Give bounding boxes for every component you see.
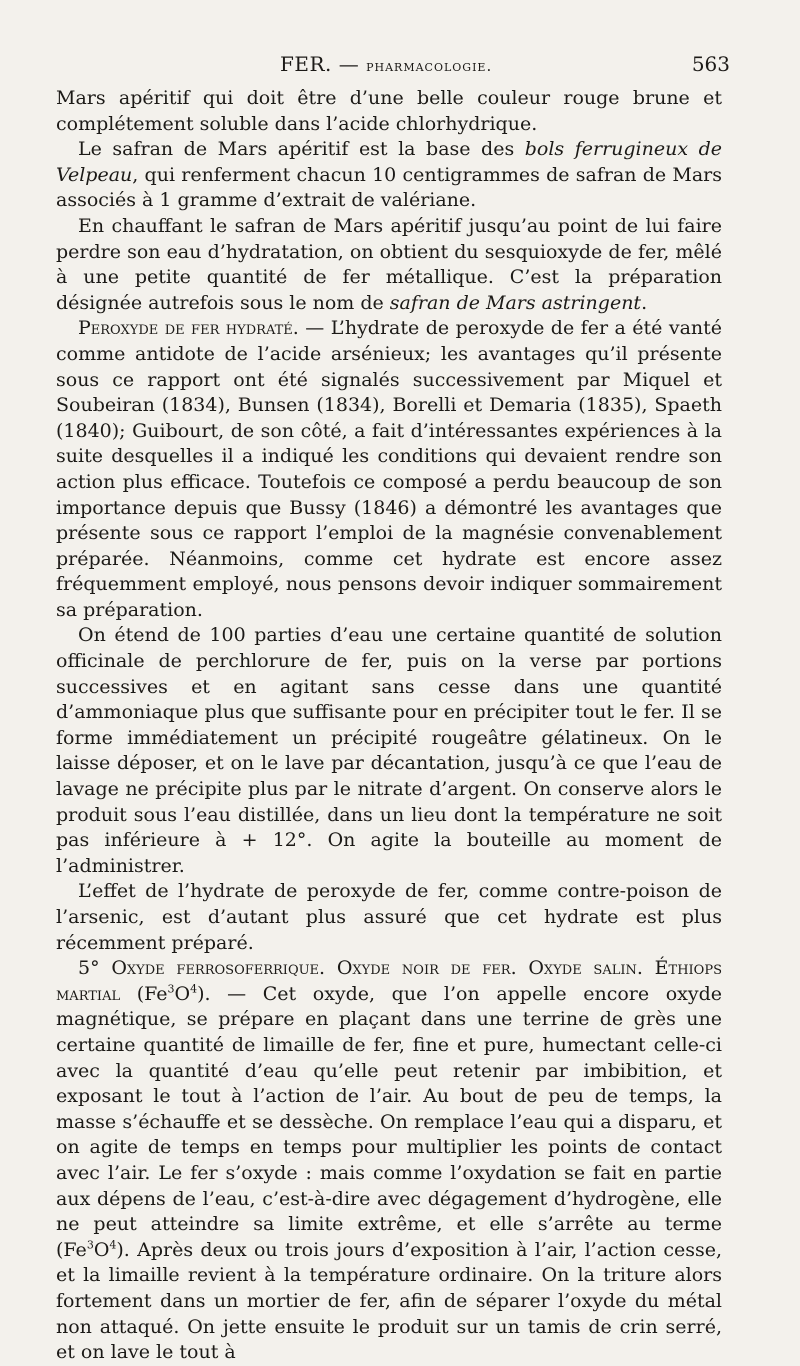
- paragraph-6: [56, 879, 722, 956]
- paragraph-1: [56, 86, 722, 137]
- header-section: pharmacologie.: [366, 57, 493, 75]
- page-number: 563: [691, 52, 730, 76]
- formula-index-1: 3: [167, 982, 175, 996]
- paragraph-1-text: Mars apéritif qui doit être d’une belle couleur rouge brune et complétement soluble dans l’acide chlorhydrique.: [56, 87, 722, 135]
- running-header: [60, 52, 730, 82]
- paragraph-3-text-a: En chauffant le safran de Mars apéritif jusqu’au point de lui faire perdre son eau d’hydratation, on obtient du sesquioxyde de fer, mêlé à une petite quantité de fer métallique. C’est la préparation désignée autrefois sous le nom de: [56, 214, 722, 314]
- section-heading-peroxyde: Peroxyde de fer hydraté.: [78, 317, 299, 340]
- paragraph-4: [56, 316, 722, 623]
- paragraph-2-text-a: Le safran de Mars apéritif est la base des: [78, 138, 525, 161]
- paragraph-3-italic: safran de Mars astringent: [389, 291, 642, 314]
- paragraph-5: [56, 623, 722, 879]
- section-heading-oxyde: Oxyde ferrosoferrique. Oxyde noir de fer. Oxyde salin. Éthiops martial: [56, 957, 722, 1005]
- paragraph-7: [56, 956, 722, 1366]
- paragraph-3: [56, 214, 722, 316]
- formula-mid-1: O: [174, 982, 191, 1005]
- header-title: [280, 52, 492, 76]
- formula-index-4: 4: [109, 1238, 117, 1252]
- formula-mid-2: O: [93, 1238, 110, 1261]
- paragraph-4-text: — L’hydrate de peroxyde de fer a été vanté comme antidote de l’acide arsénieux; les avantages qu’il présente sous ce rapport ont été signalés successivement par Miquel et Soubeiran (1834), Bunsen (1834), Borelli et Demaria (1835), Spaeth (1840); Guibourt, de son côté, a fait d’intéressantes expériences à la suite desquelles il a indiqué les conditions qui devaient rendre son action plus efficace. Toutefois ce composé a perdu beaucoup de son importance depuis que Bussy (1846) a démontré les avantages que présente sous ce rapport l’emploi de la magnésie convenablement préparée. Néanmoins, comme cet hydrate est encore assez fréquemment employé, nous pensons devoir indiquer sommairement sa préparation.: [56, 317, 723, 621]
- paragraph-2: [56, 137, 722, 214]
- page-body: [56, 86, 722, 1366]
- paragraph-6-text: L’effet de l’hydrate de peroxyde de fer, comme contre-poison de l’arsenic, est d’autant plus assuré que cet hydrate est plus récemment préparé.: [56, 880, 722, 954]
- paragraph-2-text-b: , qui renferment chacun 10 centigrammes de safran de Mars associés à 1 gramme d’extrait de valériane.: [56, 163, 722, 212]
- formula-open: (Fe: [120, 982, 168, 1005]
- paragraph-7-text-a: — Cet oxyde, que l’on appelle encore oxyde magnétique, se prépare en plaçant dans une terrine de grès une certaine quantité de limaille de fer, fine et pure, humectant celle-ci avec la quantité d’eau qu’elle peut retenir par imbibition, et exposant le tout à l’action de l’air. Au bout de peu de temps, la masse s’échauffe et se dessèche. On remplace l’eau qui a disparu, et on agite de temps en temps pour multiplier les points de contact avec l’air. Le fer s’oxyde : mais comme l’oxydation se fait en partie aux dépens de l’eau, c’est-à-dire avec dégagement d’hydrogène, elle ne peut atteindre sa limite extrême, et elle s’arrête au terme (Fe: [56, 982, 722, 1261]
- formula-index-2: 4: [190, 982, 198, 996]
- header-left: FER. —: [280, 52, 360, 76]
- formula-close: ).: [197, 982, 211, 1005]
- section-number: 5°: [78, 957, 112, 980]
- paragraph-5-text: On étend de 100 parties d’eau une certaine quantité de solution officinale de perchlorure de fer, puis on la verse par portions successives et en agitant sans cesse dans une quantité d’ammoniaque plus que suffisante pour en précipiter tout le fer. Il se forme immédiatement un précipité rougeâtre gélatineux. On le laisse déposer, et on le lave par décantation, jusqu’à ce que l’eau de lavage ne précipite plus par le nitrate d’argent. On conserve alors le produit sous l’eau distillée, dans un lieu dont la température ne soit pas inférieure à + 12°. On agite la bouteille au moment de l’administrer.: [56, 624, 722, 877]
- formula-index-3: 3: [86, 1238, 94, 1252]
- paragraph-7-text-b: ). Après deux ou trois jours d’exposition à l’air, l’action cesse, et la limaille revient à la température ordinaire. On la triture alors fortement dans un mortier de fer, afin de séparer l’oxyde du métal non attaqué. On jette ensuite le produit sur un tamis de crin serré, et on lave le tout à: [56, 1238, 722, 1364]
- paragraph-2-italic: bols ferrugineux de Velpeau: [56, 138, 723, 186]
- paragraph-3-text-b: .: [641, 291, 648, 314]
